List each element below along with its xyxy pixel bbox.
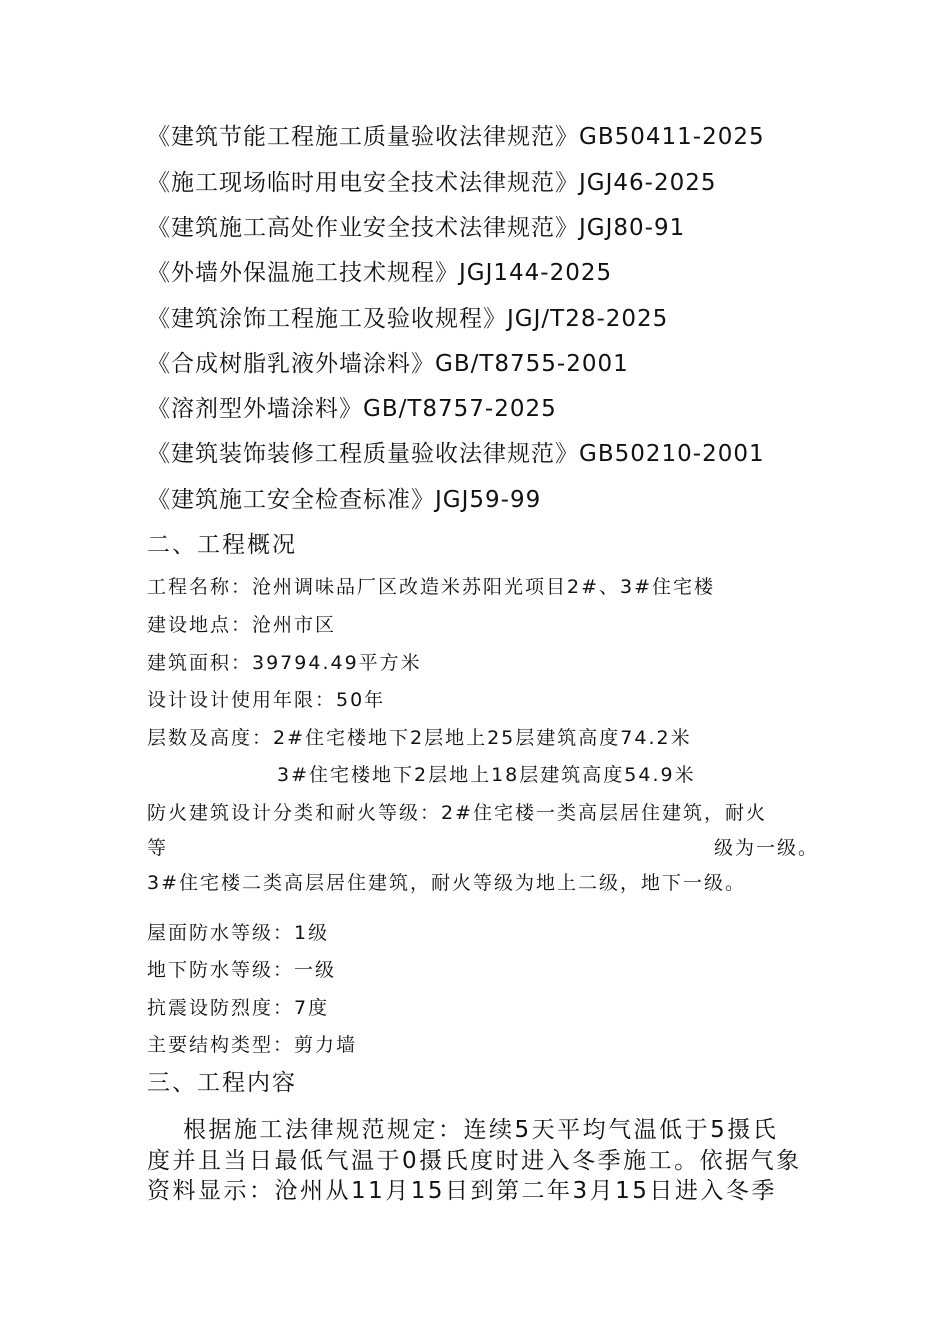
floors-and-height: 层数及高度：2#住宅楼地下2层地上25层建筑高度74.2米 bbox=[147, 727, 692, 749]
standard-item: 《建筑节能工程施工质量验收法律规范》GB50411-2025 bbox=[147, 124, 765, 150]
fire-rating-line2-right: 级为一级。 bbox=[714, 837, 820, 859]
underground-waterproof-grade: 地下防水等级：一级 bbox=[147, 959, 337, 981]
building-area: 建筑面积：39794.49平方米 bbox=[147, 652, 422, 674]
project-name: 工程名称：沧州调味品厂区改造米苏阳光项目2#、3#住宅楼 bbox=[147, 576, 716, 598]
fire-rating-line2-left: 等 bbox=[147, 837, 169, 859]
section-heading-content: 三、工程内容 bbox=[147, 1070, 297, 1096]
seismic-intensity: 抗震设防烈度：7度 bbox=[147, 997, 330, 1019]
fire-rating: 防火建筑设计分类和耐火等级：2#住宅楼一类高层居住建筑，耐火 bbox=[147, 802, 768, 824]
roof-waterproof-grade: 屋面防水等级：1级 bbox=[147, 922, 330, 944]
construction-location: 建设地点：沧州市区 bbox=[147, 614, 337, 636]
standard-item: 《建筑施工安全检查标准》JGJ59-99 bbox=[147, 487, 542, 513]
design-service-life: 设计设计使用年限：50年 bbox=[147, 689, 386, 711]
standard-item: 《建筑装饰装修工程质量验收法律规范》GB50210-2001 bbox=[147, 441, 765, 467]
paragraph-line: 根据施工法律规范规定：连续5天平均气温低于5摄氏 bbox=[183, 1117, 779, 1143]
paragraph-line: 度并且当日最低气温于0摄氏度时进入冬季施工。依据气象 bbox=[147, 1148, 802, 1174]
standard-item: 《合成树脂乳液外墙涂料》GB/T8755-2001 bbox=[147, 351, 629, 377]
standard-item: 《外墙外保温施工技术规程》JGJ144-2025 bbox=[147, 260, 613, 286]
standard-item: 《施工现场临时用电安全技术法律规范》JGJ46-2025 bbox=[147, 170, 717, 196]
standard-item: 《建筑涂饰工程施工及验收规程》JGJ/T28-2025 bbox=[147, 306, 669, 332]
floors-and-height-line2: 3#住宅楼地下2层地上18层建筑高度54.9米 bbox=[277, 764, 696, 786]
standard-item: 《建筑施工高处作业安全技术法律规范》JGJ80-91 bbox=[147, 215, 686, 241]
standard-item: 《溶剂型外墙涂料》GB/T8757-2025 bbox=[147, 396, 557, 422]
fire-rating-line3: 3#住宅楼二类高层居住建筑，耐火等级为地上二级，地下一级。 bbox=[147, 872, 747, 894]
section-heading-overview: 二、工程概况 bbox=[147, 532, 297, 558]
paragraph-line: 资料显示：沧州从11月15日到第二年3月15日进入冬季 bbox=[147, 1178, 777, 1204]
structure-type: 主要结构类型：剪力墙 bbox=[147, 1034, 358, 1056]
